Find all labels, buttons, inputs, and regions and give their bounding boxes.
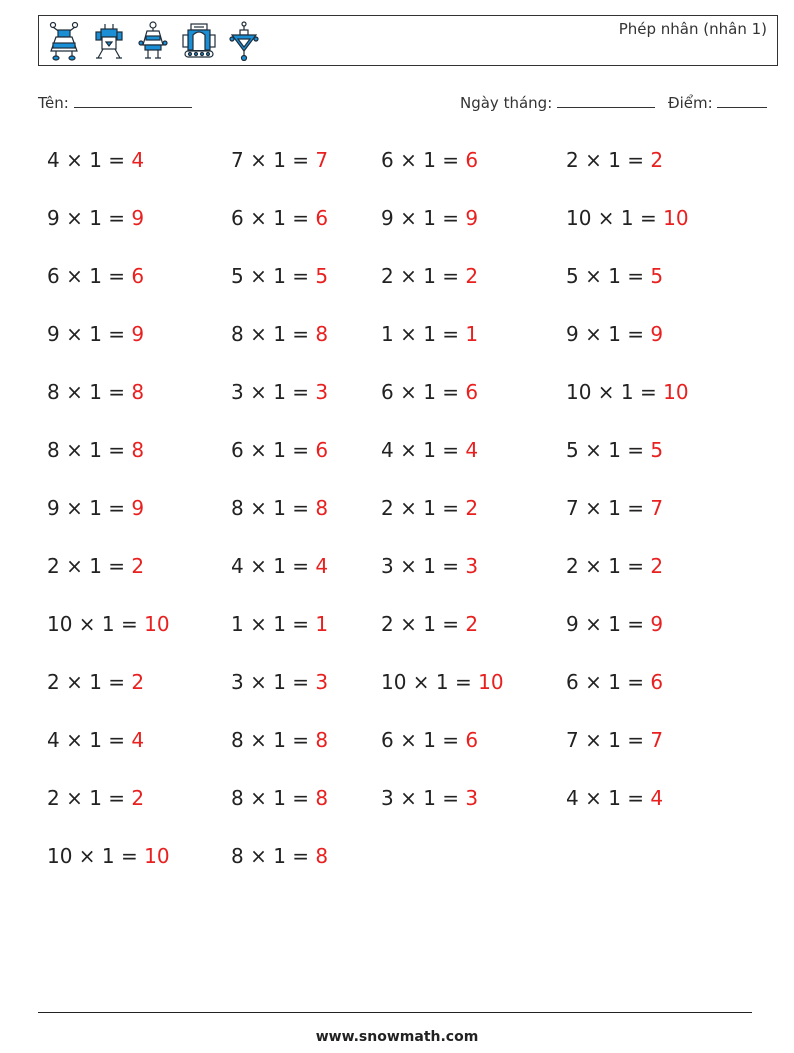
problem-answer: 7	[315, 148, 329, 172]
problem-question: 2 × 1 =	[47, 554, 132, 578]
problem-question: 6 × 1 =	[381, 728, 466, 752]
problem-item	[47, 148, 144, 172]
problem-question: 3 × 1 =	[231, 670, 316, 694]
problem-answer: 2	[650, 148, 664, 172]
problem-question: 2 × 1 =	[47, 786, 132, 810]
problem-answer: 2	[465, 612, 479, 636]
problem-item	[231, 380, 328, 404]
problem-question: 1 × 1 =	[381, 322, 466, 346]
problem-question: 3 × 1 =	[381, 786, 466, 810]
problem-answer: 9	[650, 322, 664, 346]
problem-question: 1 × 1 =	[231, 612, 316, 636]
problem-answer: 4	[131, 728, 145, 752]
problem-item	[566, 380, 689, 404]
problem-answer: 6	[315, 206, 329, 230]
problem-item	[381, 322, 478, 346]
problem-answer: 3	[465, 554, 479, 578]
problem-question: 5 × 1 =	[231, 264, 316, 288]
problem-answer: 3	[315, 380, 329, 404]
problem-question: 10 × 1 =	[566, 206, 664, 230]
problem-item	[566, 786, 663, 810]
problem-answer: 8	[131, 380, 145, 404]
problem-answer: 10	[663, 206, 689, 230]
problem-question: 9 × 1 =	[566, 612, 651, 636]
problem-answer: 6	[465, 148, 479, 172]
problem-answer: 4	[315, 554, 329, 578]
problem-answer: 2	[131, 786, 145, 810]
problem-question: 8 × 1 =	[47, 380, 132, 404]
name-blank-line[interactable]	[74, 93, 192, 108]
problem-item	[47, 612, 170, 636]
robot-icons	[47, 20, 259, 62]
problem-answer: 10	[144, 612, 170, 636]
problem-answer: 2	[650, 554, 664, 578]
problem-question: 7 × 1 =	[231, 148, 316, 172]
date-field[interactable]	[460, 93, 655, 112]
problem-item	[381, 438, 478, 462]
problem-question: 9 × 1 =	[381, 206, 466, 230]
robot-4-icon	[181, 21, 217, 61]
problem-question: 9 × 1 =	[47, 206, 132, 230]
problem-answer: 7	[650, 496, 664, 520]
problem-answer: 3	[465, 786, 479, 810]
problem-answer: 2	[465, 496, 479, 520]
date-label: Ngày tháng:	[460, 94, 553, 112]
problem-answer: 4	[465, 438, 479, 462]
problem-item	[231, 554, 328, 578]
problem-item	[47, 728, 144, 752]
problem-item	[566, 496, 663, 520]
problem-answer: 6	[131, 264, 145, 288]
problem-question: 5 × 1 =	[566, 438, 651, 462]
problem-item	[566, 612, 663, 636]
problem-answer: 8	[315, 322, 329, 346]
date-blank-line[interactable]	[557, 93, 655, 108]
problem-question: 7 × 1 =	[566, 496, 651, 520]
problem-item	[47, 438, 144, 462]
problem-answer: 10	[663, 380, 689, 404]
problem-item	[231, 148, 328, 172]
problem-question: 8 × 1 =	[231, 322, 316, 346]
problem-answer: 9	[131, 496, 145, 520]
problem-question: 6 × 1 =	[566, 670, 651, 694]
problem-item	[381, 728, 478, 752]
problem-question: 5 × 1 =	[566, 264, 651, 288]
problem-question: 9 × 1 =	[47, 496, 132, 520]
name-field[interactable]	[38, 93, 192, 112]
problem-item	[231, 206, 328, 230]
problem-question: 4 × 1 =	[47, 728, 132, 752]
footer-website: www.snowmath.com	[315, 1029, 479, 1045]
problem-item	[231, 844, 328, 868]
problem-question: 7 × 1 =	[566, 728, 651, 752]
problem-question: 8 × 1 =	[231, 844, 316, 868]
problem-answer: 4	[650, 786, 664, 810]
problem-item	[566, 322, 663, 346]
problem-item	[47, 264, 144, 288]
problem-item	[47, 786, 144, 810]
problem-item	[47, 322, 144, 346]
problem-question: 6 × 1 =	[381, 148, 466, 172]
problem-answer: 2	[465, 264, 479, 288]
problem-question: 3 × 1 =	[231, 380, 316, 404]
problem-item	[47, 670, 144, 694]
robot-1-icon	[47, 21, 81, 61]
problem-answer: 8	[315, 786, 329, 810]
problem-answer: 10	[478, 670, 504, 694]
problem-answer: 9	[131, 206, 145, 230]
problem-answer: 5	[650, 438, 664, 462]
problem-item	[231, 612, 328, 636]
robot-3-icon	[137, 21, 169, 61]
problem-item	[381, 206, 478, 230]
problem-answer: 5	[650, 264, 664, 288]
problem-item	[566, 728, 663, 752]
problem-question: 4 × 1 =	[47, 148, 132, 172]
problem-item	[381, 612, 478, 636]
problem-item	[566, 148, 663, 172]
problem-item	[47, 206, 144, 230]
problem-item	[381, 380, 478, 404]
problem-answer: 2	[131, 670, 145, 694]
problem-question: 6 × 1 =	[231, 206, 316, 230]
problem-question: 8 × 1 =	[231, 786, 316, 810]
problem-question: 2 × 1 =	[381, 612, 466, 636]
problem-item	[566, 206, 689, 230]
problem-item	[566, 438, 663, 462]
problem-answer: 1	[315, 612, 329, 636]
problem-question: 6 × 1 =	[231, 438, 316, 462]
problem-question: 4 × 1 =	[566, 786, 651, 810]
problem-answer: 9	[131, 322, 145, 346]
problem-answer: 1	[465, 322, 479, 346]
problem-question: 8 × 1 =	[47, 438, 132, 462]
problem-answer: 4	[131, 148, 145, 172]
problem-question: 8 × 1 =	[231, 728, 316, 752]
problem-question: 2 × 1 =	[566, 554, 651, 578]
problem-item	[47, 554, 144, 578]
problem-item	[381, 148, 478, 172]
problem-question: 3 × 1 =	[381, 554, 466, 578]
problem-question: 6 × 1 =	[47, 264, 132, 288]
problem-item	[231, 786, 328, 810]
problem-question: 10 × 1 =	[47, 612, 145, 636]
problem-item	[47, 844, 170, 868]
problem-question: 9 × 1 =	[566, 322, 651, 346]
problem-item	[566, 554, 663, 578]
problem-item	[231, 728, 328, 752]
problem-item	[566, 670, 663, 694]
problem-question: 10 × 1 =	[47, 844, 145, 868]
problem-item	[231, 322, 328, 346]
problem-answer: 8	[315, 496, 329, 520]
problem-answer: 7	[650, 728, 664, 752]
score-blank-line[interactable]	[717, 93, 767, 108]
problem-question: 2 × 1 =	[381, 496, 466, 520]
robot-5-icon	[229, 21, 259, 61]
robot-2-icon	[93, 21, 125, 61]
problem-question: 9 × 1 =	[47, 322, 132, 346]
footer-divider	[38, 1012, 752, 1013]
problem-answer: 6	[315, 438, 329, 462]
problem-question: 4 × 1 =	[231, 554, 316, 578]
problem-question: 6 × 1 =	[381, 380, 466, 404]
problem-item	[47, 496, 144, 520]
problem-answer: 9	[465, 206, 479, 230]
problem-question: 2 × 1 =	[47, 670, 132, 694]
problem-question: 8 × 1 =	[231, 496, 316, 520]
problem-item	[381, 264, 478, 288]
problem-item	[381, 496, 478, 520]
problem-item	[47, 380, 144, 404]
problem-answer: 10	[144, 844, 170, 868]
problem-item	[231, 670, 328, 694]
score-label: Điểm:	[668, 94, 713, 112]
problem-item	[231, 264, 328, 288]
problem-item	[381, 786, 478, 810]
score-field[interactable]	[668, 93, 767, 112]
problem-item	[566, 264, 663, 288]
name-label: Tên:	[38, 94, 69, 112]
problem-question: 2 × 1 =	[381, 264, 466, 288]
problem-question: 2 × 1 =	[566, 148, 651, 172]
problem-item	[381, 554, 478, 578]
problem-answer: 9	[650, 612, 664, 636]
problem-item	[231, 496, 328, 520]
problem-item	[381, 670, 504, 694]
problem-answer: 8	[131, 438, 145, 462]
problem-answer: 8	[315, 728, 329, 752]
problem-question: 4 × 1 =	[381, 438, 466, 462]
problem-answer: 6	[465, 380, 479, 404]
problem-question: 10 × 1 =	[381, 670, 479, 694]
worksheet-header	[38, 15, 778, 66]
problem-answer: 6	[465, 728, 479, 752]
problem-item	[231, 438, 328, 462]
worksheet-title: Phép nhân (nhân 1)	[618, 20, 767, 38]
problem-answer: 5	[315, 264, 329, 288]
problem-answer: 2	[131, 554, 145, 578]
problem-answer: 3	[315, 670, 329, 694]
problem-question: 10 × 1 =	[566, 380, 664, 404]
problem-answer: 6	[650, 670, 664, 694]
problem-answer: 8	[315, 844, 329, 868]
